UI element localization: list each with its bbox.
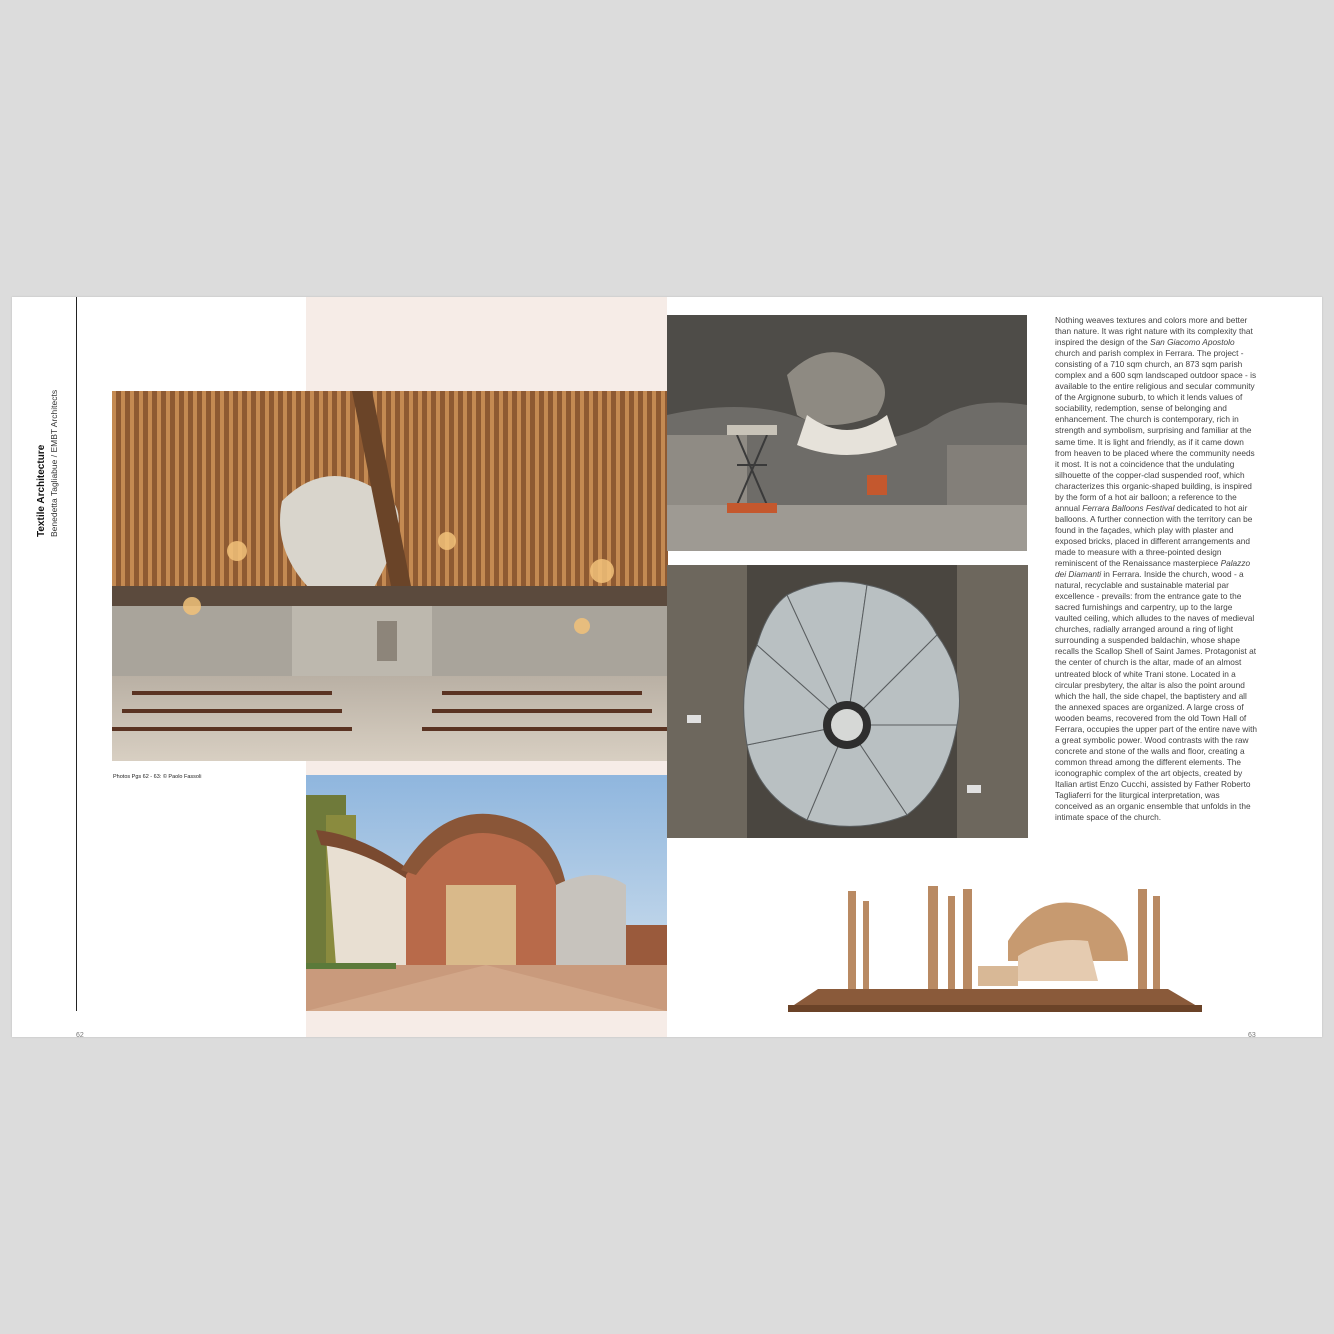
side-title-block xyxy=(36,387,59,537)
page-number-right: 63 xyxy=(1248,1032,1256,1037)
article-emphasis: San Giacomo Apostolo xyxy=(1150,337,1235,348)
article-paragraph xyxy=(1055,315,1259,823)
photo-church-exterior xyxy=(306,775,667,1011)
photo-construction-interior xyxy=(667,315,1027,551)
article-emphasis: Palazzo dei Diamanti xyxy=(1055,558,1251,580)
photo-credit: Photos Pgs 62 - 63: © Paolo Fassoli xyxy=(113,774,202,780)
article-text: church and parish complex in Ferrara. The project - consisting of a 710 sqm church, an 873 sqm parish complex and a 600 sqm landscaped outdoor space - is available to the entire religious and secular community of the Argignone suburb, to which it lends values of sociability, redemption, sense of belonging and enhancement. The church is contemporary, rich in strength and symbolism, surprising and familiar at the same time. It is light and friendly, as if it came down from heaven to be placed where the community needs it most. It is not a coincidence that the undulating silhouette of the copper-clad suspended roof, which characterizes this organic-shaped building, is inspired by the form of a hot air balloon; a reference to the annual xyxy=(1055,348,1257,513)
photo-architectural-model xyxy=(788,881,1202,1012)
section-title: Textile Architecture xyxy=(36,444,47,537)
article-text: Nothing weaves textures and colors more and better than nature. It was right nature with its complexity that inspired the design of the xyxy=(1055,315,1253,348)
page-number-left: 62 xyxy=(76,1032,84,1037)
magazine-spread xyxy=(12,297,1322,1037)
article-body xyxy=(1055,315,1259,823)
article-emphasis: Ferrara Balloons Festival xyxy=(1082,502,1175,513)
article-text: dedicated to hot air balloons. A further connection with the territory can be found in the façades, which play with plaster and exposed bricks, placed in different arrangements and made to measure with a three-pointed design reminiscent of the Renaissance masterpiece xyxy=(1055,502,1253,569)
photo-church-interior xyxy=(112,391,668,761)
article-text: in Ferrara. Inside the church, wood - a natural, recyclable and sustainable material par excellence - prevails: from the entrance gate to the sacred furnishings and carpentry, up to the large vaulted ceiling, which alludes to the naves of medieval churches, radially arranged around a ring of light surrounding a suspended baldachin, whose shape recalls the Scallop Shell of Saint James. Protagonist at the center of church is the altar, made of an almost untreated block of white Trani stone. Located in a circular presbytery, the altar is also the point around which the hall, the side chapel, the baptistery and all the annexed spaces are organized. A large cross of wooden beams, recovered from the old Town Hall of Ferrara, occupies the upper part of the entire nave with a great symbolic power. Wood contrasts with the raw concrete and stone of the walls and floor, creating a common thread among the different elements. The iconographic complex of the art objects, created by Italian artist Enzo Cucchi, assisted by Father Roberto Tagliaferri for the liturgical interpretation, was conceived as an organic ensemble that unfolds in the intimate space of the church. xyxy=(1055,569,1258,823)
section-subtitle: Benedetta Tagliabue / EMBT Architects xyxy=(49,389,59,537)
photo-aerial-roof xyxy=(667,565,1028,838)
vertical-rule xyxy=(76,297,77,1011)
